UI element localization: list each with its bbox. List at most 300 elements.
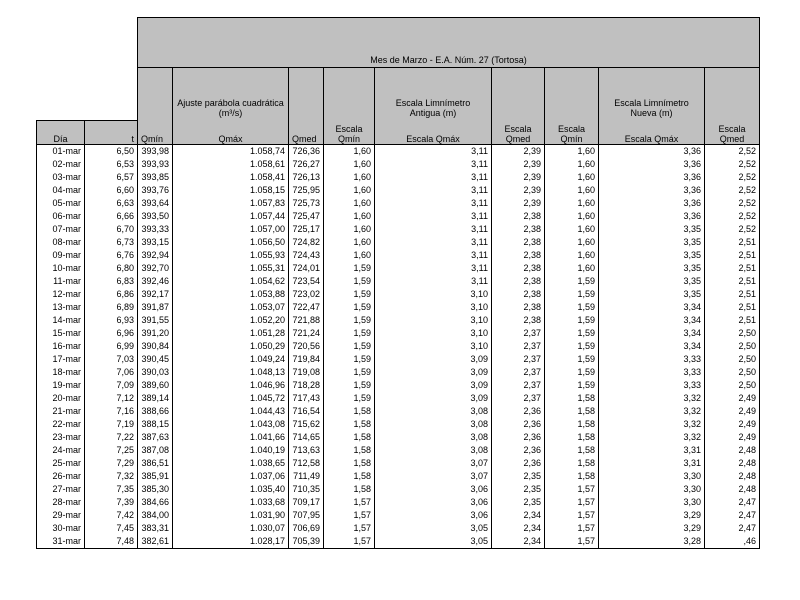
cell-escala-qmin-nueva: 1,60 (545, 171, 599, 184)
table-row (37, 496, 760, 509)
cell-escala-qmax-nueva: 3,30 (599, 496, 705, 509)
cell-qmax: 1.038,65 (173, 457, 289, 470)
cell-qmed: 722,47 (289, 301, 324, 314)
cell-escala-qmax-antigua: 3,11 (375, 171, 492, 184)
cell-dia: 06-mar (37, 210, 85, 223)
table-row (37, 327, 760, 340)
cell-escala-qmed-nueva: 2,51 (705, 249, 760, 262)
cell-qmed: 717,43 (289, 392, 324, 405)
cell-t: 6,73 (85, 236, 138, 249)
cell-dia: 11-mar (37, 275, 85, 288)
cell-escala-qmin-nueva: 1,59 (545, 275, 599, 288)
table-row (37, 340, 760, 353)
cell-escala-qmax-nueva: 3,34 (599, 327, 705, 340)
cell-escala-qmax-antigua: 3,08 (375, 405, 492, 418)
cell-qmed: 721,24 (289, 327, 324, 340)
cell-t: 7,06 (85, 366, 138, 379)
cell-dia: 10-mar (37, 262, 85, 275)
cell-escala-qmed-antigua: 2,38 (492, 223, 545, 236)
cell-dia: 15-mar (37, 327, 85, 340)
cell-dia: 23-mar (37, 431, 85, 444)
cell-escala-qmax-antigua: 3,09 (375, 366, 492, 379)
cell-escala-qmin-nueva: 1,60 (545, 236, 599, 249)
cell-qmin: 393,93 (138, 158, 173, 171)
cell-qmax: 1.057,00 (173, 223, 289, 236)
cell-dia: 14-mar (37, 314, 85, 327)
cell-escala-qmed-antigua: 2,38 (492, 236, 545, 249)
cell-escala-qmax-nueva: 3,32 (599, 431, 705, 444)
cell-qmed: 713,63 (289, 444, 324, 457)
cell-escala-qmed-antigua: 2,36 (492, 431, 545, 444)
cell-t: 7,39 (85, 496, 138, 509)
cell-escala-qmed-nueva: 2,49 (705, 418, 760, 431)
cell-escala-qmax-antigua: 3,11 (375, 210, 492, 223)
cell-qmax: 1.031,90 (173, 509, 289, 522)
cell-escala-qmax-antigua: 3,05 (375, 535, 492, 549)
cell-escala-qmed-nueva: 2,47 (705, 496, 760, 509)
cell-escala-qmin-nueva: 1,59 (545, 301, 599, 314)
cell-qmin: 392,94 (138, 249, 173, 262)
table-row (37, 184, 760, 197)
cell-escala-qmin-nueva: 1,59 (545, 314, 599, 327)
cell-qmin: 387,63 (138, 431, 173, 444)
cell-qmin: 392,46 (138, 275, 173, 288)
cell-escala-qmed-nueva: 2,52 (705, 184, 760, 197)
cell-escala-qmin-nueva: 1,58 (545, 392, 599, 405)
cell-escala-qmax-antigua: 3,11 (375, 275, 492, 288)
cell-escala-qmed-nueva: 2,51 (705, 262, 760, 275)
col-header-qmed: Qmed (289, 120, 324, 144)
col-header-escala-qmax-nueva: Escala Qmáx (599, 120, 705, 144)
cell-escala-qmin-antigua: 1,59 (324, 275, 375, 288)
cell-qmed: 705,39 (289, 535, 324, 549)
table-row (37, 171, 760, 184)
group-nueva-label: Escala Limnímetro (614, 98, 689, 108)
cell-qmin: 390,03 (138, 366, 173, 379)
cell-qmin: 393,76 (138, 184, 173, 197)
cell-dia: 12-mar (37, 288, 85, 301)
cell-escala-qmax-antigua: 3,11 (375, 197, 492, 210)
cell-qmed: 711,49 (289, 470, 324, 483)
cell-escala-qmin-antigua: 1,59 (324, 379, 375, 392)
cell-escala-qmed-antigua: 2,38 (492, 275, 545, 288)
cell-qmed: 718,28 (289, 379, 324, 392)
cell-escala-qmax-antigua: 3,10 (375, 288, 492, 301)
group-ajuste-unit: (m³/s) (218, 108, 243, 118)
table-row (37, 249, 760, 262)
cell-dia: 27-mar (37, 483, 85, 496)
cell-escala-qmed-antigua: 2,37 (492, 366, 545, 379)
table-row (37, 392, 760, 405)
table-row (37, 210, 760, 223)
cell-escala-qmax-antigua: 3,11 (375, 249, 492, 262)
cell-escala-qmax-antigua: 3,08 (375, 418, 492, 431)
cell-qmin: 389,60 (138, 379, 173, 392)
cell-escala-qmax-nueva: 3,35 (599, 236, 705, 249)
cell-escala-qmed-nueva: 2,50 (705, 327, 760, 340)
table-row (37, 470, 760, 483)
cell-escala-qmin-nueva: 1,60 (545, 262, 599, 275)
cell-qmed: 721,88 (289, 314, 324, 327)
cell-escala-qmed-antigua: 2,36 (492, 457, 545, 470)
cell-qmax: 1.053,88 (173, 288, 289, 301)
cell-qmin: 390,84 (138, 340, 173, 353)
cell-qmin: 382,61 (138, 535, 173, 549)
col-header-escala-qmin-nueva (545, 120, 599, 144)
cell-escala-qmed-antigua: 2,39 (492, 171, 545, 184)
group-blank (324, 68, 375, 121)
group-nueva (599, 68, 705, 121)
cell-escala-qmed-antigua: 2,38 (492, 210, 545, 223)
cell-qmin: 393,98 (138, 144, 173, 158)
cell-escala-qmed-nueva: 2,52 (705, 171, 760, 184)
cell-qmax: 1.051,28 (173, 327, 289, 340)
cell-escala-qmax-nueva: 3,30 (599, 483, 705, 496)
cell-escala-qmed-antigua: 2,38 (492, 301, 545, 314)
cell-escala-qmax-antigua: 3,11 (375, 236, 492, 249)
cell-escala-qmed-antigua: 2,37 (492, 392, 545, 405)
cell-escala-qmed-antigua: 2,34 (492, 522, 545, 535)
cell-qmed: 725,17 (289, 223, 324, 236)
cell-t: 7,32 (85, 470, 138, 483)
table-row (37, 223, 760, 236)
cell-escala-qmin-nueva: 1,57 (545, 483, 599, 496)
table-row (37, 483, 760, 496)
cell-escala-qmed-antigua: 2,34 (492, 535, 545, 549)
cell-escala-qmin-antigua: 1,60 (324, 210, 375, 223)
cell-escala-qmed-nueva: 2,51 (705, 314, 760, 327)
cell-escala-qmed-nueva: 2,51 (705, 301, 760, 314)
cell-qmax: 1.048,13 (173, 366, 289, 379)
cell-qmax: 1.050,29 (173, 340, 289, 353)
group-blank (138, 68, 173, 121)
cell-qmin: 392,17 (138, 288, 173, 301)
cell-dia: 29-mar (37, 509, 85, 522)
cell-qmed: 719,08 (289, 366, 324, 379)
cell-escala-qmed-nueva: 2,47 (705, 522, 760, 535)
cell-escala-qmax-antigua: 3,07 (375, 457, 492, 470)
cell-qmin: 384,66 (138, 496, 173, 509)
cell-escala-qmax-nueva: 3,36 (599, 158, 705, 171)
cell-escala-qmin-nueva: 1,57 (545, 522, 599, 535)
cell-escala-qmax-nueva: 3,35 (599, 288, 705, 301)
cell-escala-qmax-nueva: 3,34 (599, 314, 705, 327)
cell-escala-qmed-antigua: 2,34 (492, 509, 545, 522)
group-blank (289, 68, 324, 121)
cell-qmax: 1.028,17 (173, 535, 289, 549)
cell-qmax: 1.030,07 (173, 522, 289, 535)
cell-escala-qmed-antigua: 2,39 (492, 158, 545, 171)
cell-escala-qmax-nueva: 3,33 (599, 379, 705, 392)
cell-escala-qmax-antigua: 3,11 (375, 223, 492, 236)
cell-escala-qmax-nueva: 3,33 (599, 353, 705, 366)
cell-t: 6,93 (85, 314, 138, 327)
cell-qmin: 393,33 (138, 223, 173, 236)
cell-qmin: 393,64 (138, 197, 173, 210)
cell-dia: 26-mar (37, 470, 85, 483)
cell-escala-qmax-antigua: 3,09 (375, 379, 492, 392)
cell-escala-qmax-antigua: 3,08 (375, 431, 492, 444)
cell-escala-qmin-antigua: 1,58 (324, 483, 375, 496)
cell-escala-qmed-nueva: 2,52 (705, 158, 760, 171)
cell-escala-qmax-antigua: 3,10 (375, 340, 492, 353)
cell-qmin: 387,08 (138, 444, 173, 457)
cell-escala-qmin-antigua: 1,57 (324, 496, 375, 509)
col-header-t: t (85, 120, 138, 144)
cell-dia: 18-mar (37, 366, 85, 379)
cell-qmax: 1.040,19 (173, 444, 289, 457)
cell-escala-qmin-antigua: 1,58 (324, 470, 375, 483)
cell-escala-qmin-antigua: 1,58 (324, 418, 375, 431)
cell-dia: 03-mar (37, 171, 85, 184)
cell-qmed: 723,54 (289, 275, 324, 288)
cell-escala-qmed-nueva: 2,50 (705, 379, 760, 392)
cell-escala-qmin-nueva: 1,57 (545, 509, 599, 522)
table-row (37, 275, 760, 288)
cell-t: 6,70 (85, 223, 138, 236)
cell-qmed: 724,43 (289, 249, 324, 262)
cell-dia: 01-mar (37, 144, 85, 158)
cell-qmax: 1.054,62 (173, 275, 289, 288)
group-ajuste (173, 68, 289, 121)
cell-escala-qmin-antigua: 1,59 (324, 288, 375, 301)
cell-escala-qmax-nueva: 3,31 (599, 444, 705, 457)
cell-t: 6,60 (85, 184, 138, 197)
cell-escala-qmed-nueva: 2,49 (705, 405, 760, 418)
cell-t: 6,57 (85, 171, 138, 184)
cell-escala-qmin-antigua: 1,59 (324, 314, 375, 327)
cell-qmax: 1.043,08 (173, 418, 289, 431)
col-header-qmin: Qmín (138, 120, 173, 144)
cell-qmed: 712,58 (289, 457, 324, 470)
cell-escala-qmax-antigua: 3,05 (375, 522, 492, 535)
cell-qmin: 390,45 (138, 353, 173, 366)
cell-escala-qmax-nueva: 3,36 (599, 184, 705, 197)
cell-escala-qmax-nueva: 3,30 (599, 470, 705, 483)
cell-escala-qmin-nueva: 1,57 (545, 535, 599, 549)
cell-escala-qmin-antigua: 1,59 (324, 340, 375, 353)
table-row (37, 301, 760, 314)
cell-qmed: 714,65 (289, 431, 324, 444)
cell-escala-qmin-nueva: 1,60 (545, 223, 599, 236)
cell-escala-qmax-nueva: 3,35 (599, 275, 705, 288)
cell-qmin: 391,87 (138, 301, 173, 314)
group-blank (545, 68, 599, 121)
col-header-escala-qmed-antigua (492, 120, 545, 144)
cell-escala-qmin-antigua: 1,59 (324, 353, 375, 366)
cell-qmax: 1.033,68 (173, 496, 289, 509)
table-row (37, 509, 760, 522)
cell-escala-qmed-nueva: 2,50 (705, 353, 760, 366)
cell-dia: 02-mar (37, 158, 85, 171)
cell-escala-qmed-nueva: 2,48 (705, 444, 760, 457)
cell-escala-qmin-nueva: 1,58 (545, 431, 599, 444)
cell-escala-qmax-nueva: 3,32 (599, 392, 705, 405)
cell-escala-qmin-antigua: 1,60 (324, 236, 375, 249)
cell-qmed: 726,27 (289, 158, 324, 171)
cell-escala-qmed-antigua: 2,37 (492, 379, 545, 392)
cell-t: 7,09 (85, 379, 138, 392)
cell-escala-qmax-nueva: 3,34 (599, 301, 705, 314)
cell-qmax: 1.058,61 (173, 158, 289, 171)
cell-escala-qmax-antigua: 3,10 (375, 327, 492, 340)
table-row (37, 522, 760, 535)
cell-qmin: 385,30 (138, 483, 173, 496)
cell-qmed: 726,13 (289, 171, 324, 184)
col-header-escala-qmin-antigua (324, 120, 375, 144)
cell-dia: 16-mar (37, 340, 85, 353)
col-header-qmax: Qmáx (173, 120, 289, 144)
cell-escala-qmin-nueva: 1,60 (545, 197, 599, 210)
cell-escala-qmin-antigua: 1,60 (324, 223, 375, 236)
table-row (37, 431, 760, 444)
cell-dia: 17-mar (37, 353, 85, 366)
cell-qmax: 1.058,41 (173, 171, 289, 184)
table-row (37, 535, 760, 549)
cell-escala-qmin-nueva: 1,58 (545, 470, 599, 483)
cell-qmin: 389,14 (138, 392, 173, 405)
group-antigua-label: Escala Limnímetro (395, 98, 471, 108)
cell-t: 6,99 (85, 340, 138, 353)
cell-dia: 08-mar (37, 236, 85, 249)
cell-dia: 07-mar (37, 223, 85, 236)
cell-qmed: 716,54 (289, 405, 324, 418)
cell-escala-qmax-antigua: 3,10 (375, 314, 492, 327)
cell-escala-qmax-antigua: 3,09 (375, 392, 492, 405)
cell-escala-qmax-antigua: 3,11 (375, 184, 492, 197)
cell-qmin: 391,55 (138, 314, 173, 327)
cell-qmax: 1.057,83 (173, 197, 289, 210)
header-line: Qmed (719, 133, 745, 144)
cell-escala-qmax-nueva: 3,32 (599, 418, 705, 431)
cell-t: 7,25 (85, 444, 138, 457)
cell-qmax: 1.046,96 (173, 379, 289, 392)
cell-escala-qmax-antigua: 3,11 (375, 262, 492, 275)
cell-t: 7,03 (85, 353, 138, 366)
cell-qmed: 719,84 (289, 353, 324, 366)
cell-dia: 21-mar (37, 405, 85, 418)
group-ajuste-label: Ajuste parábola cuadrática (177, 98, 284, 108)
cell-escala-qmin-antigua: 1,59 (324, 366, 375, 379)
corner-blank (37, 68, 138, 121)
table-row (37, 197, 760, 210)
cell-dia: 22-mar (37, 418, 85, 431)
cell-qmax: 1.058,15 (173, 184, 289, 197)
cell-t: 7,12 (85, 392, 138, 405)
cell-qmax: 1.057,44 (173, 210, 289, 223)
cell-escala-qmax-nueva: 3,29 (599, 522, 705, 535)
table-row (37, 379, 760, 392)
cell-qmin: 385,91 (138, 470, 173, 483)
col-header-escala-qmed-nueva (705, 120, 760, 144)
col-header-dia: Día (37, 120, 85, 144)
cell-t: 7,16 (85, 405, 138, 418)
cell-escala-qmax-nueva: 3,31 (599, 457, 705, 470)
cell-dia: 09-mar (37, 249, 85, 262)
table-row (37, 158, 760, 171)
cell-t: 6,63 (85, 197, 138, 210)
cell-qmax: 1.055,31 (173, 262, 289, 275)
cell-escala-qmed-nueva: ,46 (705, 535, 760, 549)
table-row (37, 262, 760, 275)
cell-t: 6,96 (85, 327, 138, 340)
cell-t: 6,66 (85, 210, 138, 223)
cell-qmed: 707,95 (289, 509, 324, 522)
cell-escala-qmax-nueva: 3,36 (599, 197, 705, 210)
cell-escala-qmax-antigua: 3,07 (375, 470, 492, 483)
cell-dia: 19-mar (37, 379, 85, 392)
cell-t: 6,83 (85, 275, 138, 288)
table-title: Mes de Marzo - E.A. Núm. 27 (Tortosa) (138, 18, 760, 68)
cell-escala-qmin-antigua: 1,58 (324, 457, 375, 470)
cell-qmin: 393,50 (138, 210, 173, 223)
cell-escala-qmin-antigua: 1,60 (324, 158, 375, 171)
cell-escala-qmed-antigua: 2,36 (492, 418, 545, 431)
cell-dia: 13-mar (37, 301, 85, 314)
cell-t: 6,76 (85, 249, 138, 262)
cell-qmax: 1.045,72 (173, 392, 289, 405)
cell-escala-qmed-nueva: 2,51 (705, 288, 760, 301)
cell-t: 6,89 (85, 301, 138, 314)
cell-escala-qmed-nueva: 2,52 (705, 144, 760, 158)
group-blank (705, 68, 760, 121)
cell-escala-qmin-antigua: 1,58 (324, 405, 375, 418)
cell-escala-qmed-antigua: 2,37 (492, 327, 545, 340)
cell-qmax: 1.055,93 (173, 249, 289, 262)
table-row (37, 144, 760, 158)
cell-escala-qmed-nueva: 2,49 (705, 392, 760, 405)
cell-qmax: 1.056,50 (173, 236, 289, 249)
cell-escala-qmed-antigua: 2,35 (492, 483, 545, 496)
cell-escala-qmax-nueva: 3,32 (599, 405, 705, 418)
cell-qmin: 386,51 (138, 457, 173, 470)
cell-escala-qmax-nueva: 3,33 (599, 366, 705, 379)
cell-t: 7,35 (85, 483, 138, 496)
cell-escala-qmin-nueva: 1,58 (545, 457, 599, 470)
table-row (37, 353, 760, 366)
cell-qmin: 393,15 (138, 236, 173, 249)
cell-escala-qmax-antigua: 3,10 (375, 301, 492, 314)
cell-escala-qmax-nueva: 3,28 (599, 535, 705, 549)
cell-qmax: 1.044,43 (173, 405, 289, 418)
cell-escala-qmax-antigua: 3,09 (375, 353, 492, 366)
cell-qmed: 724,01 (289, 262, 324, 275)
header-line: Qmed (505, 133, 531, 144)
cell-escala-qmed-antigua: 2,39 (492, 184, 545, 197)
cell-escala-qmin-nueva: 1,60 (545, 158, 599, 171)
cell-escala-qmax-antigua: 3,06 (375, 509, 492, 522)
cell-t: 6,86 (85, 288, 138, 301)
cell-escala-qmin-nueva: 1,58 (545, 444, 599, 457)
cell-escala-qmed-nueva: 2,52 (705, 210, 760, 223)
cell-escala-qmed-nueva: 2,50 (705, 340, 760, 353)
group-antigua-sub: Antigua (m) (409, 108, 457, 118)
cell-dia: 31-mar (37, 535, 85, 549)
cell-escala-qmin-antigua: 1,60 (324, 144, 375, 158)
caudales-table (36, 17, 760, 549)
cell-escala-qmed-antigua: 2,36 (492, 405, 545, 418)
cell-escala-qmin-nueva: 1,58 (545, 418, 599, 431)
table-row (37, 405, 760, 418)
cell-escala-qmed-antigua: 2,38 (492, 314, 545, 327)
cell-escala-qmed-antigua: 2,35 (492, 470, 545, 483)
cell-qmax: 1.049,24 (173, 353, 289, 366)
cell-escala-qmin-antigua: 1,57 (324, 535, 375, 549)
cell-escala-qmed-nueva: 2,47 (705, 509, 760, 522)
cell-escala-qmin-nueva: 1,60 (545, 249, 599, 262)
cell-escala-qmed-nueva: 2,52 (705, 197, 760, 210)
cell-escala-qmin-antigua: 1,60 (324, 184, 375, 197)
